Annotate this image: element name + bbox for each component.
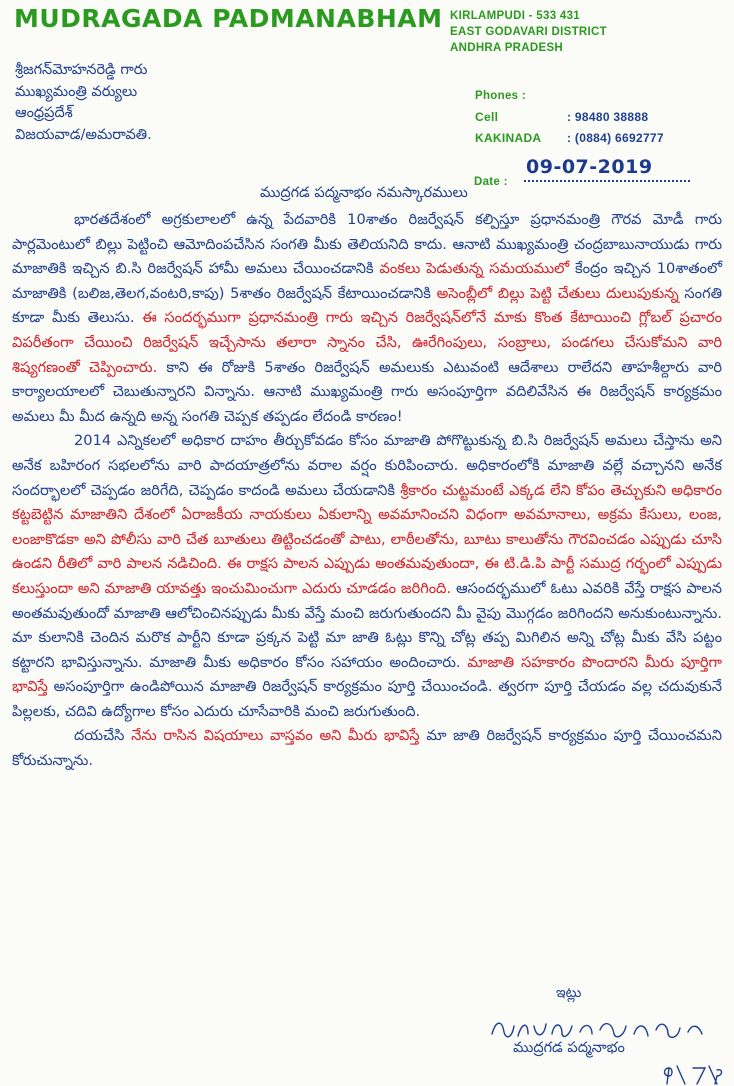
highlight-run: అసెంబ్లీలో బిల్లు పెట్టి చేతులు దులుపుకున్న [436, 284, 679, 302]
handwritten-date [605, 1062, 725, 1086]
text-run: అసంపూర్తిగా ఉండిపోయిన మాజాతి రిజర్వేషన్ కార్యక్రమం పూర్తి చేయించండి. త్వరగా పూర్తి చేయడం వల్ల చదువుకునే పిల్లలకు, చదివి ఉద్యోగాల కోసం ఎదురు చూసేవారికి మంచి జరుగుతుంది. [12, 678, 722, 720]
phone-row-kakinada [475, 131, 664, 145]
recipient-line: ఆంధ్రప్రదేశ్ [15, 105, 73, 121]
phone-value: : (0884) 6692777 [567, 131, 664, 145]
letterhead-address [450, 8, 607, 56]
date-dotted-line [524, 180, 690, 182]
closing: ఇట్లు [556, 985, 582, 1001]
phone-value: : 98480 38888 [567, 110, 649, 124]
recipient-line: విజయవాడ/అమరావతి. [15, 126, 152, 143]
letter-body [12, 208, 722, 774]
text-run: ఆసందర్భములో ఓటు ఎవరికి వేస్తే రాక్షస పాలన అంతమవుతుందో మాజాతి ఆలోచించినప్పుడు మీకు వేస్తే మంచి జరుగుతుందని మీ వైపు మొగ్గడం జరిగిందని అనుకుంటున్నాను. మా కులానికి చెందిన మరొక పార్టీని కూడా ప్రక్కన పెట్టి మా జాతి ఓట్లు కొన్ని చోట్ల తప్ప మిగిలిన అన్ని చోట్ల మీకు వేసి పట్టం కట్టారని భావిస్తున్నాను. మాజాతి మీకు అధికారం కోసం సహాయం అందించారు. [12, 579, 722, 671]
date-value: 09-07-2019 [526, 156, 653, 178]
highlight-run: వంకలు పెడుతున్న సమయములో [379, 260, 570, 278]
paragraph [12, 429, 722, 724]
date-label: Date : [474, 176, 508, 188]
paragraph [12, 724, 722, 773]
text-run: మా జాతి రిజర్వేషన్ కార్యక్రమం పూర్తి చేయించమని కోరుచున్నాను. [12, 727, 722, 770]
phones-title: Phones : [475, 90, 526, 102]
highlight-run: నేను రాసిన విషయాలు వాస్తవం అని మీరు భావిస్తే [131, 727, 420, 745]
text-run: కాని ఈ రోజుకి 5శాతం రిజర్వేషన్ అమలుకు ఎటువంటి ఆదేశాలు రాలేదని తాహశీల్దారు వారి కార్యాలయాలలో చెబుతున్నారని విన్నాను. ఆనాటి ముఖ్యమంత్రి గారు అసంపూర్తిగా వదిలివేసిన ఈ రిజర్వేషన్ కార్యక్రమం అమలు మీ మీద ఉన్నది అన్న సంగతి చెప్పక తప్పడం లేదండి కారణం! [12, 358, 723, 425]
phone-label: KAKINADA [475, 131, 542, 145]
address-line: KIRLAMPUDI - 533 431 [450, 10, 580, 22]
recipient-line: ముఖ్యమంత్రి వర్యులు [15, 83, 138, 100]
highlight-run: శ్రీకారం చుట్టమంటే ఎక్కడ లేని కోపం తెచ్చుకుని అధికారం కట్టబెట్టిన మాజాతిని దేశంలో ఏరాజకీయ నాయకులు ఏకులాన్ని అవమానించని విధంగా అవమానాలు, అక్రమ కేసులు, లంజ, లంజాకొడకా అని పోలీసు వారి చేత బూతులు తిట్టించడంతో పాటు, లాఠీలతోను, బూటు కాలుతోను గౌరవించడం ఎప్పుడు చూసి ఉండని రీతిలో వారి పాలన నడిచింది. ఈ రాక్షస పాలన ఎప్పుడు అంతమవుతుందా, ఈ టి.డి.పి పార్టీ సముద్ర గర్భంలో ఎప్పుడు కలుస్తుందా అని మాజాతి యావత్తు ఇంచుమించుగా ఎదురు చూడడం జరిగింది. [12, 481, 722, 597]
text-run: సంగతి కూడా మీకు తెలుసు. [12, 284, 723, 327]
paragraph [12, 208, 722, 429]
phone-row-cell [475, 110, 648, 124]
text-run: కేంద్రం ఇచ్చిన 10శాతంలో మాజాతికి (బలిజ,తెలగ,వంటరి,కాపు) 5శాతం రిజర్వేషన్ కేటాయించడానికి [12, 260, 722, 302]
highlight-run: మాజాతి సహకారం పొందారని మీరు పూర్తిగా భావిస్తే [12, 653, 722, 696]
signatory-name: ముద్రగడ పద్మనాభం [513, 1040, 625, 1056]
letterhead-name: MUDRAGADA PADMANABHAM [14, 4, 443, 33]
text-run: 2014 ఎన్నికలలో అధికార దాహం తీర్చుకోవడం కోసం మాజాతి పోగొట్టుకున్న బి.సి రిజర్వేషన్ అమలు చేస్తాను అని అనేక బహిరంగ సభలలోను వారి పాదయాత్రలోను వరాల వర్షం కురిపించారు. అధికారంలోకి మాజాతి వల్లే వచ్చానని అనేక సందర్భాలలో చెప్పడం జరిగేది, చెప్పడం కాదండి అమలు చేయడానికి [12, 432, 722, 499]
text-run: దయచేసి [74, 727, 132, 745]
phone-label: Cell [475, 110, 499, 124]
highlight-run: ఈ సందర్భముగా ప్రధానమంత్రి గారు ఇచ్చిన రిజర్వేషన్‌లోనే మాకు కొంత కేటాయించి గ్లోబల్ ప్రచారం విపరీతంగా చేయించి రిజర్వేషన్ ఇచ్చేసాను తలారా స్నానం చేసి, ఊరేగింపులు, సంబ్రాలు, పండగలు చేసుకోమని వారి శిష్యగణంతో చెప్పించారు. [12, 309, 723, 376]
recipient-block [15, 60, 152, 146]
address-line: ANDHRA PRADESH [450, 42, 564, 54]
address-line: EAST GODAVARI DISTRICT [450, 26, 607, 38]
recipient-line: శ్రీజగన్‌మోహనరెడ్డి గారు [15, 62, 148, 78]
salutation: ముద్రగడ పద్మనాభం నమస్కారములు [260, 185, 468, 201]
text-run: భారతదేశంలో అగ్రకులాలలో ఉన్న పేదవారికి 10శాతం రిజర్వేషన్ కల్పిస్తూ ప్రధానమంత్రి గౌరవ మోడీ గారు పార్లమెంటులో బిల్లు పెట్టించి ఆమోదింపచేసిన సంగతి మీకు తెలియనిది కాదు. ఆనాటి ముఖ్యమంత్రి చంద్రబాబునాయుడు గారు మాజాతికి ఇచ్చిన బి.సి రిజర్వేషన్ హామీ అమలు చేయించడానికి [12, 211, 722, 278]
